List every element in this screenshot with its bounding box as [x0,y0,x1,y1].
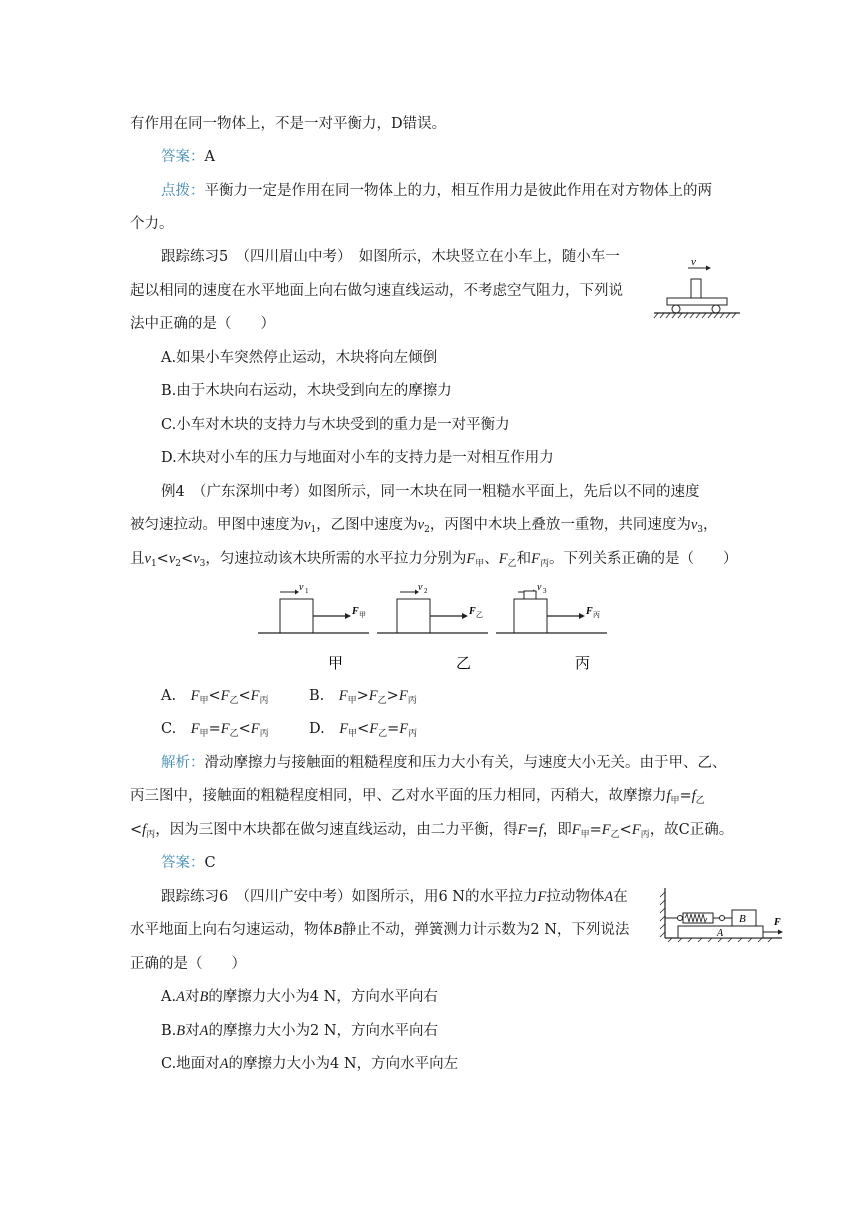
svg-text:甲: 甲 [359,611,366,619]
fig6-f-label: F [774,917,781,928]
ex5-option-c: C.小车对木块的支持力与木块受到的重力是一对平衡力 [161,417,510,433]
svg-text:丙: 丙 [593,611,600,619]
ex5-option-d: D.木块对小车的压力与地面对小车的支持力是一对相互作用力 [161,450,554,466]
caption-bing: 丙 [575,656,591,672]
ex5-option-a: A.如果小车突然停止运动，木块将向左倾倒 [161,350,438,366]
ex4-option-c: C. $F_甲=F_乙<F_丙$ [161,721,269,739]
svg-text:3: 3 [543,587,547,595]
fig6-b-label: B [739,913,746,925]
svg-text:1: 1 [305,587,309,595]
ex4-option-a: A. $F_甲<F_乙<F_丙$ [161,688,269,706]
ex4-option-d: D. $F_甲<F_乙=F_丙$ [309,721,418,739]
analysis-label: 解析： [161,755,205,771]
analysis-line-3: $<f_丙$，因为三图中木块都在做匀速直线运动，由二力平衡，得F=f，即$F_甲=F_乙<F_丙$，故C正确。 [130,822,734,840]
answer2-value: C [204,855,216,871]
ex6-line-3: 正确的是（ ） [130,956,246,972]
caption-jia: 甲 [328,656,344,672]
tip-line-2: 个力。 [130,216,174,232]
svg-text:F: F [352,606,359,617]
ex6-line-1: 跟踪练习6 （四川广安中考）如图所示，用6 N的水平拉力F拉动物体A在 [161,889,628,905]
tip-label: 点拨： [161,183,205,199]
svg-text:v: v [299,582,304,593]
svg-text:乙: 乙 [476,611,483,619]
svg-text:F: F [586,606,593,617]
ex5-line-2: 起以相同的速度在水平地面上向右做匀速直线运动，不考虑空气阻力，下列说 [130,283,623,299]
ex5-line-3: 法中正确的是（ ） [130,316,275,332]
tip-line-1 [161,181,712,201]
svg-text:v: v [418,582,423,593]
three-blocks-figure [255,583,610,678]
analysis-line-2: 丙三图中，接触面的粗糙程度相同，甲、乙对水平面的压力相同，丙稍大，故摩擦力$f_甲=f_乙$ [130,788,705,806]
answer2-label: 答案： [161,855,205,871]
ex6-option-c: C.地面对A的摩擦力大小为4 N，方向水平向左 [161,1056,459,1072]
ex6-option-a: A.A对B的摩擦力大小为4 N，方向水平向右 [161,989,438,1005]
fig5-v-label: v [691,256,696,268]
ex4-line-1: 例4 （广东深圳中考）如图所示，同一木块在同一粗糙水平面上，先后以不同的速度 [161,484,700,500]
svg-text:2: 2 [424,587,428,595]
answer-value: A [204,149,215,165]
svg-text:v: v [537,582,542,593]
ex4-option-b: B. $F_甲>F_乙>F_丙$ [309,688,417,706]
answer-label: 答案： [161,149,205,165]
answer-1 [161,147,215,167]
ex4-line-3: 且$v_1<v_2<v_3$，匀速拉动该木块所需的水平拉力分别为$F_甲$、$F_乙$和$F_丙$。下列关系正确的是（ ） [130,551,738,569]
svg-text:F: F [469,606,476,617]
cart-figure [654,255,784,325]
answer-2 [161,853,216,873]
ex4-line-2: 被匀速拉动。甲图中速度为$v_1$，乙图中速度为$v_2$，丙图中木块上叠放一重物，共同速度为$v_3$， [130,517,718,535]
tip-text-1: 平衡力一定是作用在同一物体上的力，相互作用力是彼此作用在对方物体上的两 [204,183,712,199]
caption-yi: 乙 [456,656,472,672]
ex6-option-b: B.B对A的摩擦力大小为2 N，方向水平向右 [161,1023,439,1039]
ex5-option-b: B.由于木块向右运动，木块受到向左的摩擦力 [161,383,452,399]
prev-text: 有作用在同一物体上，不是一对平衡力，D错误。 [130,116,447,132]
ex5-line-1: 跟踪练习5 （四川眉山中考） 如图所示，木块竖立在小车上，随小车一 [161,249,620,265]
spring-scale-figure [660,888,788,943]
fig6-a-label: A [717,928,724,939]
ex6-line-2: 水平地面上向右匀速运动，物体B静止不动，弹簧测力计示数为2 N，下列说法 [130,922,630,938]
analysis-line-1: 解析：滑动摩擦力与接触面的粗糙程度和压力大小有关，与速度大小无关。由于甲、乙、 [161,755,727,771]
